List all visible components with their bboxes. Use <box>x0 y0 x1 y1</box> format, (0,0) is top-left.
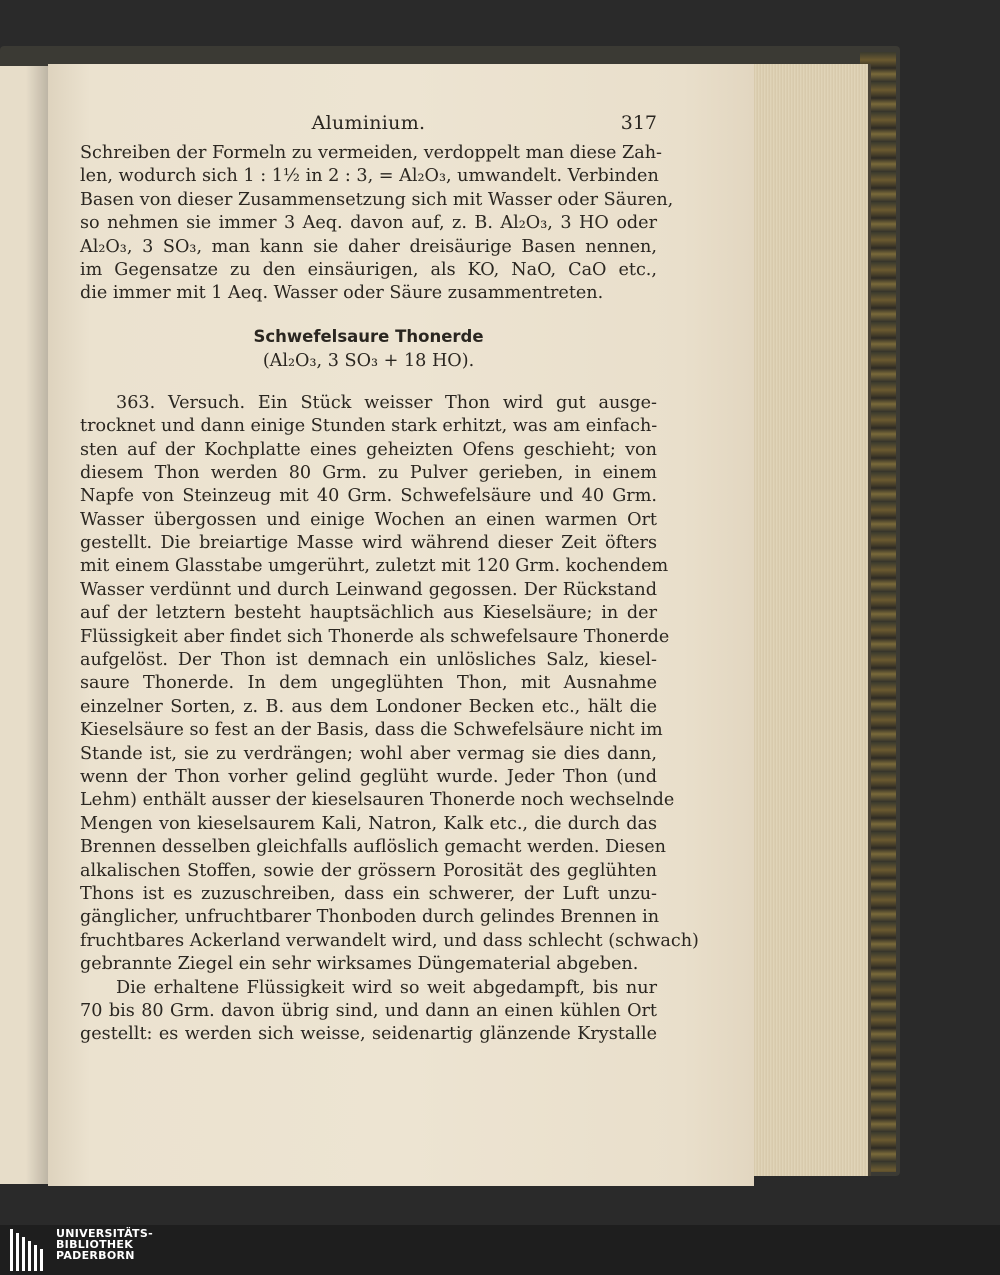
text-line: gebrannte Ziegel ein sehr wirksames Düngematerial abgeben. <box>80 954 639 975</box>
library-footer <box>0 1225 1000 1275</box>
text-line: sten auf der Kochplatte eines geheizten Ofens geschieht; von <box>80 439 657 460</box>
page-fore-edge <box>752 64 871 1176</box>
text-line: saure Thonerde. In dem ungeglühten Thon, mit Ausnahme <box>80 673 657 694</box>
text-line: Wasser verdünnt und durch Leinwand gegossen. Der Rückstand <box>80 579 657 600</box>
library-logo-icon <box>8 1227 48 1273</box>
text-line: Flüssigkeit aber findet sich Thonerde als schwefelsaure Thonerde <box>80 626 670 647</box>
library-name-line: BIBLIOTHEK <box>56 1238 134 1251</box>
text-line: gänglicher, unfruchtbarer Thonboden durch gelindes Brennen in <box>80 907 660 928</box>
paragraph-1 <box>80 142 674 306</box>
text-line: Napfe von Steinzeug mit 40 Grm. Schwefelsäure und 40 Grm. <box>80 486 657 507</box>
section-heading: Schwefelsaure Thonerde <box>253 326 484 346</box>
text-line: die immer mit 1 Aeq. Wasser oder Säure zusammentreten. <box>80 283 604 304</box>
text-line: len, wodurch sich 1 : 1½ in 2 : 3, = Al₂O₃, umwandelt. Verbinden <box>80 166 659 187</box>
text-line: Schreiben der Formeln zu vermeiden, verdoppelt man diese Zah- <box>80 143 662 163</box>
text-line: gestellt. Die breiartige Masse wird während dieser Zeit öfters <box>80 533 657 554</box>
paragraph-2 <box>80 392 699 977</box>
text-line: Brennen desselben gleichfalls auflöslich gemacht werden. Diesen <box>80 837 666 858</box>
text-line: so nehmen sie immer 3 Aeq. davon auf, z. B. Al₂O₃, 3 HO oder <box>80 213 657 234</box>
text-line: alkalischen Stoffen, sowie der grössern Porosität des geglühten <box>80 860 657 881</box>
paragraph-3 <box>80 977 657 1047</box>
text-line: einzelner Sorten, z. B. aus dem Londoner Becken etc., hält die <box>80 696 657 717</box>
text-line: trocknet und dann einige Stunden stark erhitzt, was am einfach- <box>80 416 658 437</box>
text-line: wenn der Thon vorher gelind geglüht wurde. Jeder Thon (und <box>80 766 657 787</box>
library-name-line: UNIVERSITÄTS- <box>56 1227 153 1240</box>
gutter-shadow <box>26 66 48 1184</box>
library-name <box>56 1228 153 1261</box>
text-line: 363. Versuch. Ein Stück weisser Thon wird gut ausge- <box>116 392 657 413</box>
text-line: Die erhaltene Flüssigkeit wird so weit abgedampft, bis nur <box>116 977 657 998</box>
text-line: fruchtbares Ackerland verwandelt wird, und dass schlecht (schwach) <box>80 930 699 951</box>
page-number: 317 <box>620 112 657 134</box>
text-line: Al₂O₃, 3 SO₃, man kann sie daher dreisäurige Basen nennen, <box>80 236 657 257</box>
text-line: diesem Thon werden 80 Grm. zu Pulver gerieben, in einem <box>80 462 657 483</box>
text-line: Stande ist, sie zu verdrängen; wohl aber vermag sie dies dann, <box>80 743 657 764</box>
text-line: Basen von dieser Zusammensetzung sich mit Wasser oder Säuren, <box>80 189 674 210</box>
text-line: aufgelöst. Der Thon ist demnach ein unlösliches Salz, kiesel- <box>80 650 657 671</box>
text-line: Thons ist es zuzuschreiben, dass ein schwerer, der Luft unzu- <box>80 883 657 904</box>
section-formula: (Al₂O₃, 3 SO₃ + 18 HO). <box>262 350 475 371</box>
text-line: gestellt: es werden sich weisse, seidenartig glänzende Krystalle <box>80 1024 657 1045</box>
text-line: mit einem Glasstabe umgerührt, zuletzt mit 120 Grm. kochendem <box>80 556 669 577</box>
page-text <box>80 108 699 1047</box>
library-name-line: PADERBORN <box>56 1249 135 1262</box>
page-header <box>80 108 657 142</box>
text-line: im Gegensatze zu den einsäurigen, als KO, NaO, CaO etc., <box>80 259 657 280</box>
text-line: Lehm) enthält ausser der kieselsauren Thonerde noch wechselnde <box>80 790 675 811</box>
text-line: Wasser übergossen und einige Wochen an einen warmen Ort <box>80 509 657 530</box>
text-line: Mengen von kieselsaurem Kali, Natron, Kalk etc., die durch das <box>80 813 657 834</box>
text-line: Kieselsäure so fest an der Basis, dass die Schwefelsäure nicht im <box>80 720 663 741</box>
text-line: 70 bis 80 Grm. davon übrig sind, und dann an einen kühlen Ort <box>80 1000 657 1021</box>
running-title: Aluminium. <box>311 112 426 134</box>
text-line: auf der letztern besteht hauptsächlich aus Kieselsäure; in der <box>80 603 657 624</box>
